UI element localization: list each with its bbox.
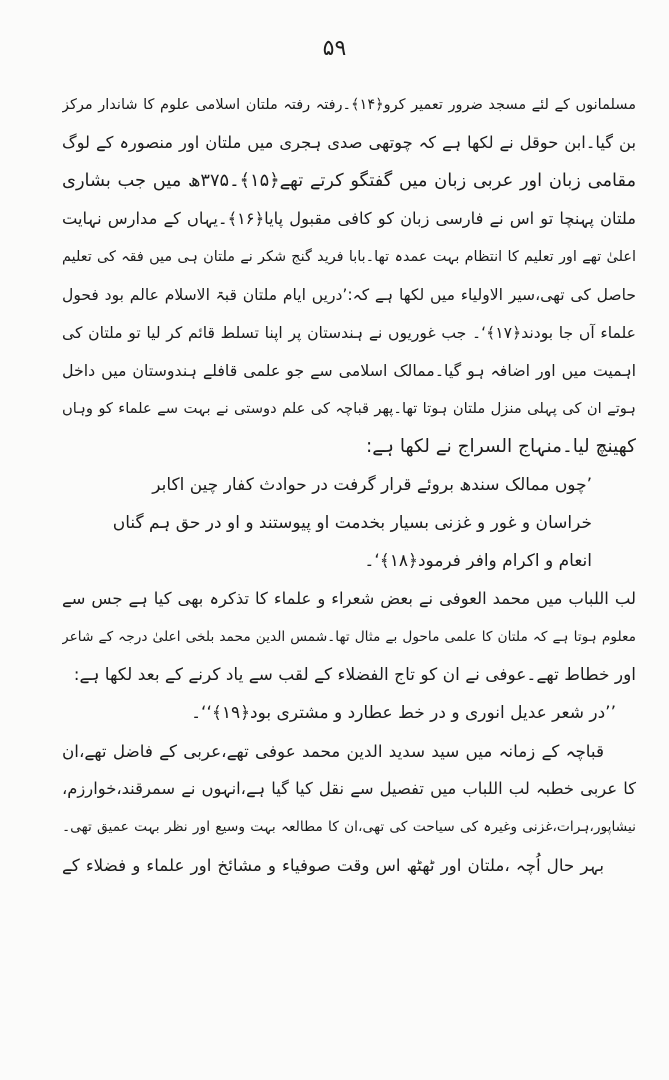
text-line: مقامی زبان اور عربی زبان میں گفتگو کرتے تھے﴿۱۵﴾۔۳۷۵ھ میں جب بشاری — [62, 170, 636, 191]
text-line: علماء آں جا بودند﴿۱۷﴾‘۔ جب غوریوں نے ہندستان پر اپنا تسلط قائم کر لیا تو ملتان کی — [62, 324, 636, 342]
text-line: لب اللباب میں محمد العوفی نے بعض شعراء و علماء کا تذکرہ بھی کیا ہے جس سے — [62, 589, 636, 608]
text-line: حاصل کی تھی،سیر الاولیاء میں لکھا ہے کہ:’دریں ایام ملتان قبۃ الاسلام عالم بود فحول — [62, 286, 636, 304]
text-line: کھینچ لیا۔منہاج السراج نے لکھا ہے: — [366, 436, 636, 457]
page-number: ۵۹ — [322, 36, 347, 61]
text-line: ملتان پہنچا تو اس نے فارسی زبان کو کافی مقبول پایا﴿۱۶﴾۔یہاں کے مدارس نہایت — [62, 209, 636, 228]
text-line: کا عربی خطبہ لب اللباب میں تفصیل سے نقل کیا گیا ہے،انہوں نے سمرقند،خوارزم، — [62, 779, 636, 798]
text-line: ہوتے ان کی پہلی منزل ملتان ہوتا تھا۔پھر قباچہ کی علم دوستی نے بہت سے علماء کو وہاں — [62, 400, 636, 417]
quotation-line: انعام و اکرام وافر فرمود﴿۱۸﴾‘۔ — [364, 551, 592, 571]
text-line: بن گیا۔ابن حوقل نے لکھا ہے کہ چوتھی صدی ہجری میں ملتان اور منصورہ کے لوگ — [62, 133, 636, 152]
text-line: نیشاپور،ہرات،غزنی وغیرہ کی سیاحت کی تھی،ان کا مطالعہ بہت وسیع اور نظر بہت عمیق تھی۔ — [62, 819, 636, 835]
text-line: بہر حال اُچہ ،ملتان اور ٹھٹھ اس وقت صوفیاء و مشائخ اور علماء و فضلاء کے — [62, 855, 604, 875]
quotation-line: ’چوں ممالک سندھ بروئے قرار گرفت در حوادث کفار چین اکابر — [152, 475, 592, 495]
text-line: مسلمانوں کے لئے مسجد ضرور تعمیر کرو﴿۱۴﴾۔رفتہ رفتہ ملتان اسلامی علوم کا شاندار مرکز — [62, 97, 636, 113]
body-text — [62, 86, 636, 884]
quotation-line: خراسان و غور و غزنی بسیار بخدمت او پیوستند و او در حق ہم گناں — [112, 513, 592, 533]
text-line: معلوم ہوتا ہے کہ ملتان کا علمی ماحول بے مثال تھا۔شمس الدین محمد بلخی اعلیٰ درجہ کے شاعر — [62, 629, 636, 645]
text-line: اور خطاط تھے۔عوفی نے ان کو تاج الفضلاء کے لقب سے یاد کرنے کے بعد لکھا ہے: — [73, 665, 636, 685]
text-line: اعلیٰ تھے اور تعلیم کا انتظام بہت عمدہ تھا۔بابا فرید گنج شکر نے ملتان ہی میں فقہ کی تعلیم — [62, 249, 636, 265]
text-line: قباچہ کے زمانہ میں سید سدید الدین محمد عوفی تھے،عربی کے فاضل تھے،ان — [62, 741, 604, 761]
text-line: اہمیت میں اور اضافہ ہو گیا۔ممالک اسلامی سے جو علمی قافلے ہندوستان میں داخل — [62, 361, 636, 380]
quotation-line: ’’در شعر عدیل انوری و در خط عطارد و مشتری بود﴿۱۹﴾‘‘۔ — [191, 703, 616, 723]
